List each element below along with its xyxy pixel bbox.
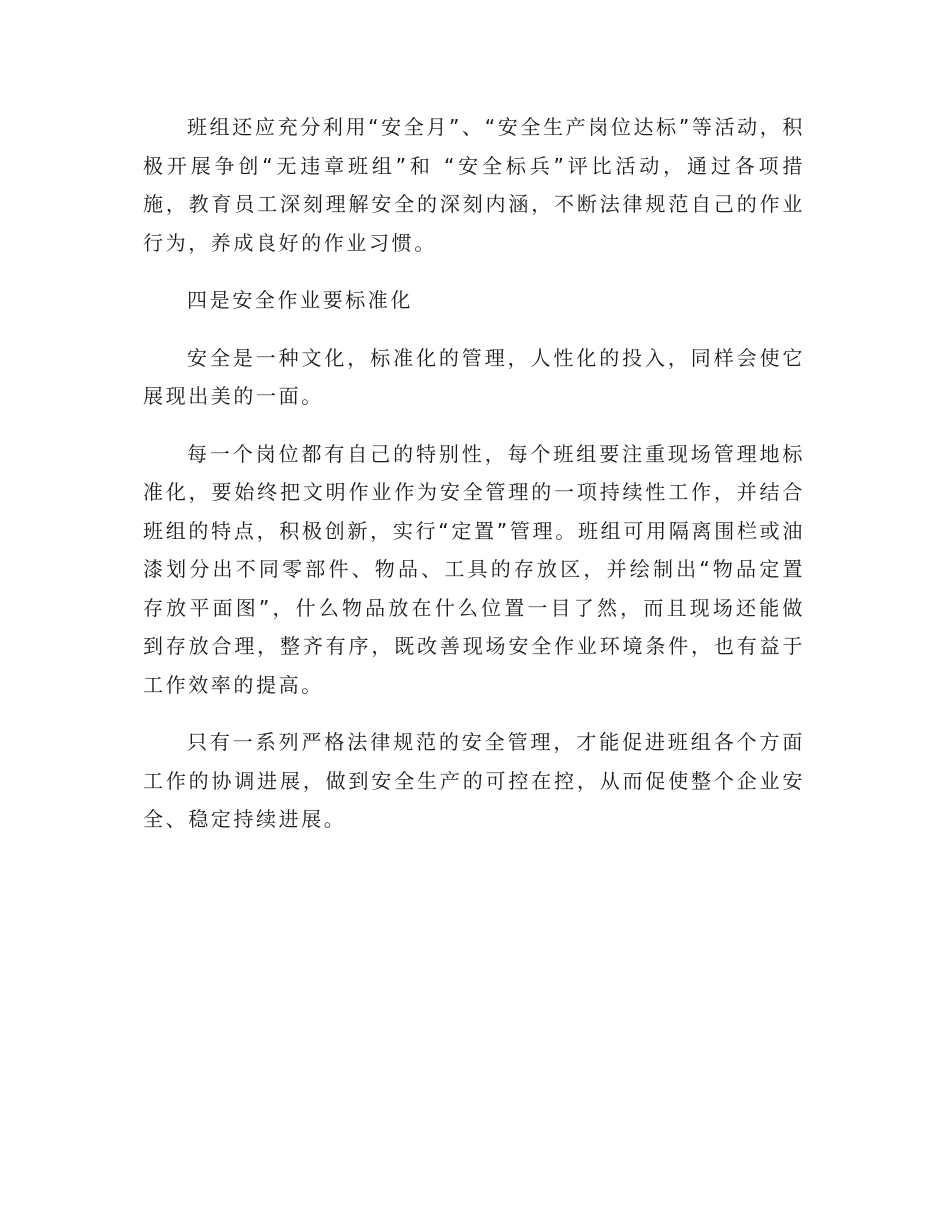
document-body [143, 108, 805, 858]
paragraph-standardization: 每一个岗位都有自己的特别性，每个班组要注重现场管理地标准化，要始终把文明作业作为安全管理的一项持续性工作，并结合班组的特点，积极创新，实行“定置”管理。班组可用隔离围栏或油漆划分出不同零部件、物品、工具的存放区，并绘制出“物品定置存放平面图”，什么物品放在什么位置一目了然，而且现场还能做到存放合理，整齐有序，既改善现场安全作业环境条件，也有益于工作效率的提高。 [143, 441, 805, 697]
paragraph-activities: 班组还应充分利用“安全月”、“安全生产岗位达标”等活动，积极开展争创“无违章班组”和 “安全标兵”评比活动，通过各项措施，教育员工深刻理解安全的深刻内涵，不断法律规范自己的作业行为，养成良好的作业习惯。 [143, 115, 805, 255]
section-heading: 四是安全作业要标准化 [187, 288, 413, 312]
paragraph-culture: 安全是一种文化，标准化的管理，人性化的投入，同样会使它展现出美的一面。 [143, 345, 805, 408]
paragraph-conclusion: 只有一系列严格法律规范的安全管理，才能促进班组各个方面工作的协调进展，做到安全生产的可控在控，从而促使整个企业安全、稳定持续进展。 [143, 730, 805, 831]
